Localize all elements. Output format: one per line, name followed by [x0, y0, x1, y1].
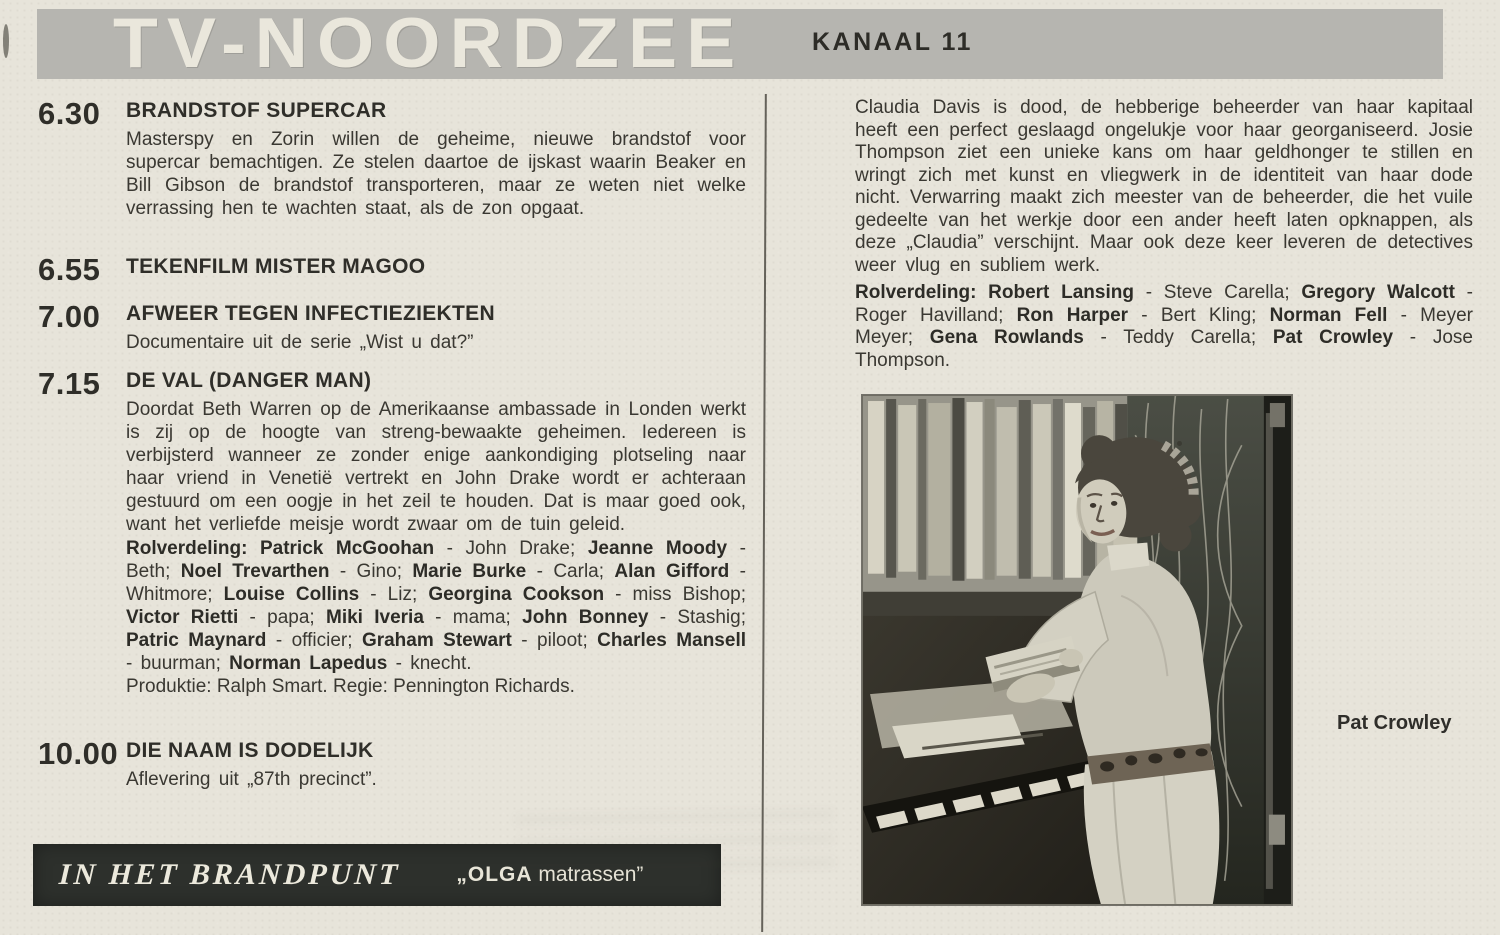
programme-title: AFWEER TEGEN INFECTIEZIEKTEN [126, 302, 495, 325]
publicity-photo [862, 395, 1292, 905]
programme-entry [38, 301, 746, 354]
programme-content [126, 254, 746, 285]
programme-content [126, 98, 746, 220]
cast-list: Rolverdeling: Robert Lansing - Steve Carella; Gregory Walcott - Roger Havilland; Ron Harper - Bert Kling; Norman Fell - Meyer Meyer; Gena Rowlands - Teddy Carella; Pat Crowley - Jose Thompson. [855, 282, 1474, 371]
episode-synopsis: Claudia Davis is dood, de hebberige beheerder van haar kapitaal heeft een perfect geslaagd ongelukje voor haar georganiseerd. Josie Thompson ziet een unieke kans om haar geldhonger te stillen en wringt zich met kunst en vliegwerk in de identiteit van haar dode nicht. Verwarring maakt zich meester van de beheerder, die het vuile gedeelte van het werkje door een ander heeft laten opknappen, als deze „Claudia” verschijnt. Maar ook deze keer leveren de detectives weer vlug en subliem werk. [855, 97, 1473, 276]
channel-label: KANAAL 11 [812, 28, 973, 56]
programme-title: BRANDSTOF SUPERCAR [126, 99, 387, 122]
ad-brand-suffix: matrassen” [532, 863, 644, 886]
programme-entry [38, 738, 746, 791]
programme-content [126, 368, 746, 698]
masthead-bar [37, 4, 1443, 83]
print-bleed-smudge [514, 795, 835, 873]
page-title: TV-NOORDZEE [113, 4, 745, 83]
programme-content [126, 301, 746, 354]
time-label: 6.30 [38, 96, 101, 131]
programme-description: Doordat Beth Warren op de Amerikaanse ambassade in Londen werkt is zij op de hoogte van streng-bewaakte geheimen. Iedereen is verbijsterd wanneer ze zonder enige aankondiging plotseling naar haar vriend in Venetië vertrekt en John Drake wordt er achteraan gestuurd om een oogje in het zeil te houden. Dat is maar goed ook, want het verliefde meisje wordt zwaar om de tuin geleid. [126, 399, 746, 535]
scan-artifact [1177, 441, 1182, 446]
programme-content [126, 738, 746, 791]
ad-brand-name: „OLGA [456, 863, 533, 886]
photo-illustration [862, 395, 1292, 905]
time-label: 7.15 [38, 366, 101, 401]
programme-entry [38, 368, 746, 698]
programme-description: Aflevering uit „87th precinct”. [126, 769, 377, 790]
programme-entry [38, 254, 746, 285]
ad-banner-title: IN HET BRANDPUNT [58, 858, 402, 891]
time-label: 10.00 [38, 736, 119, 771]
time-label: 6.55 [38, 252, 101, 287]
cast-list: Rolverdeling: Patrick McGoohan - John Drake; Jeanne Moody - Beth; Noel Trevarthen - Gino; Marie Burke - Carla; Alan Gifford - Whitmore; Louise Collins - Liz; Georgina Cookson - miss Bishop; Victor Rietti - papa; Miki Iveria - mama; John Bonney - Stashig; Patric Maynard - officier; Graham Stewart - piloot; Charles Mansell - buurman; Norman Lapedus - knecht. [126, 538, 747, 674]
production-credit: Produktie: Ralph Smart. Regie: Pennington Richards. [126, 676, 575, 697]
time-label: 7.00 [38, 299, 101, 334]
scan-artifact [3, 24, 9, 58]
photo-caption: Pat Crowley [1337, 712, 1452, 734]
episode-column [855, 97, 1473, 372]
programme-title: DIE NAAM IS DODELIJK [126, 739, 374, 762]
programme-description: Documentaire uit de serie „Wist u dat?” [126, 332, 474, 353]
programme-description: Masterspy en Zorin willen de geheime, nieuwe brandstof voor supercar bemachtigen. Ze stelen daartoe de ijskast waarin Beaker en Bill Gibson de brandstof transporteren, maar ze weten niet welke verrassing hen te wachten staat, als de zon opgaat. [126, 129, 746, 219]
cabinet-frame [1264, 395, 1292, 905]
programme-entry [38, 98, 746, 220]
programme-title: DE VAL (DANGER MAN) [126, 369, 372, 392]
programme-title: TEKENFILM MISTER MAGOO [126, 255, 426, 278]
